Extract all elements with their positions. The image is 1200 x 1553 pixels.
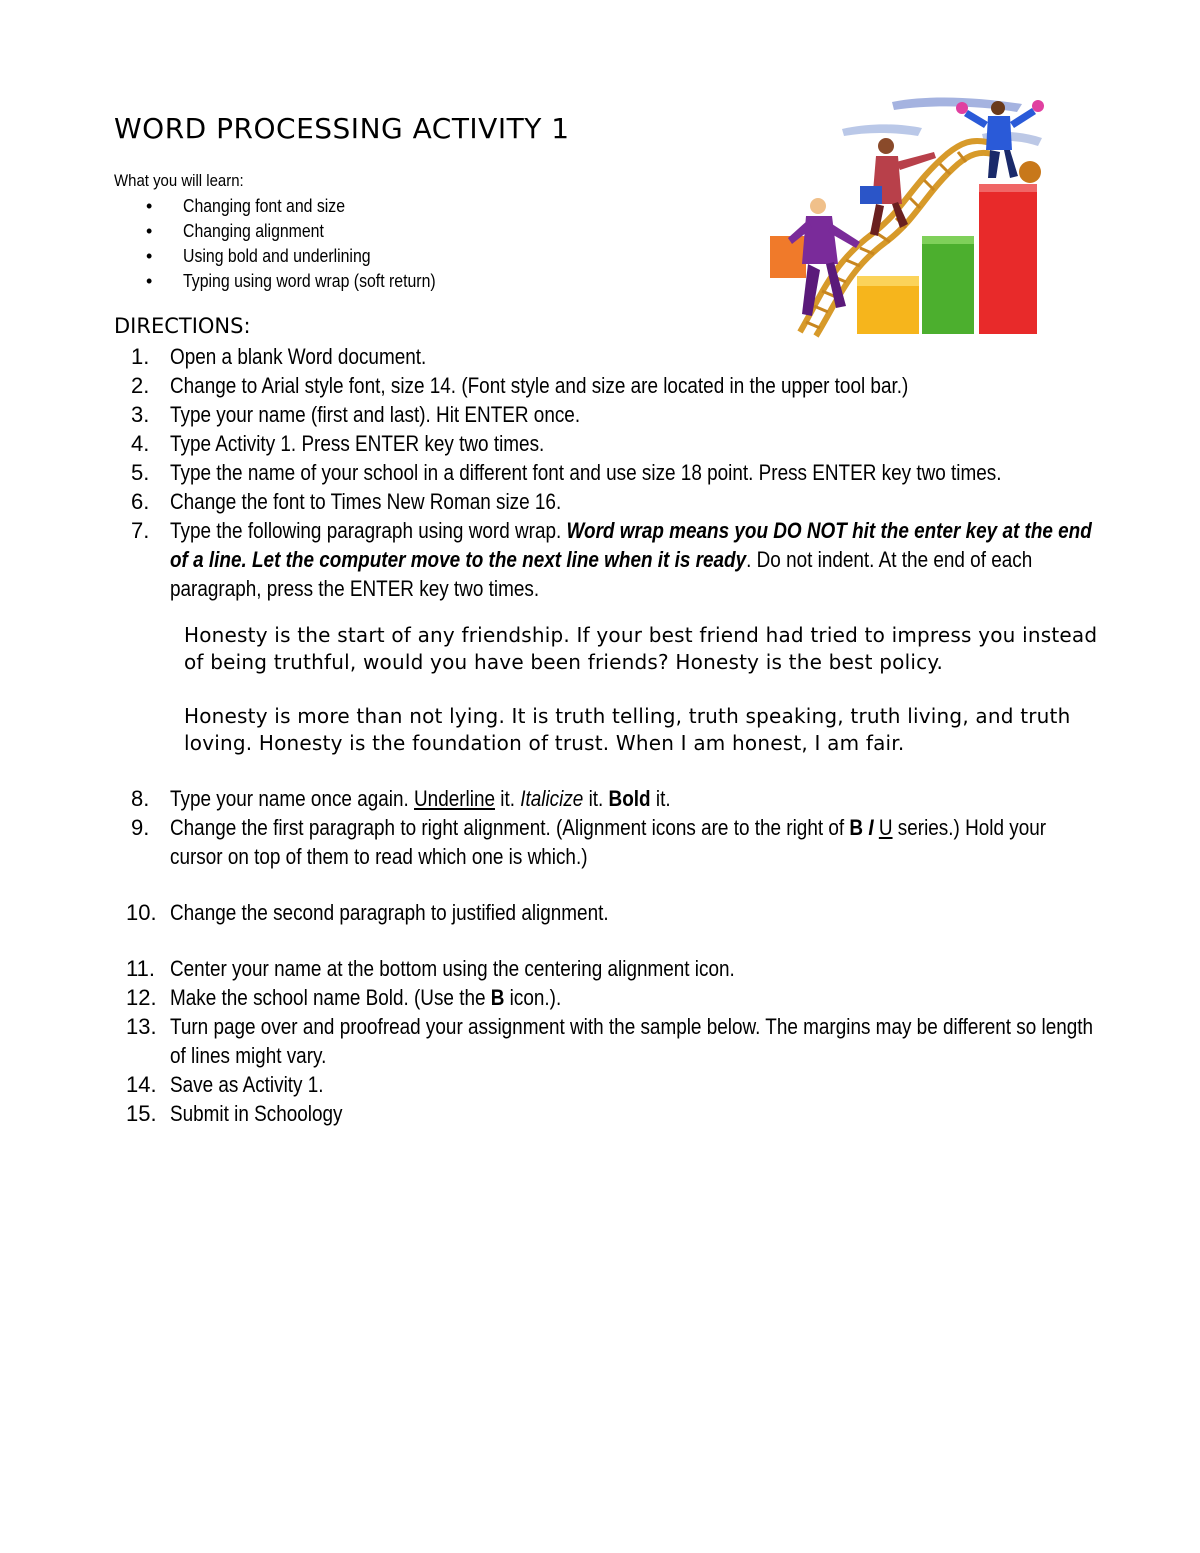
step-item: 3. Type your name (first and last). Hit ENTER once. [131,402,581,427]
honesty-paragraph-1: Honesty is the start of any friendship. If your best friend had tried to impress you instead of being truthful, would you have been friends? Honesty is the best policy. [184,623,1098,674]
step-item: 4. Type Activity 1. Press ENTER key two times. [131,431,545,456]
step-item: 10. Change the second paragraph to justified alignment. [126,900,609,925]
step-item: 7. Type the following paragraph using word wrap. Word wrap means you DO NOT hit the enter key at the end of a line. Let the computer move to the next line when it is ready. Do not indent. At the end of each paragraph, press the ENTER key two times. Honesty is the start of any friendship. If your best friend had tried to impress you instead of being truthful, would you have been friends? Honesty is the best policy. Honesty is more than not lying. It is truth telling, truth speaking, truth living, and truth loving. Honesty is the foundation of trust. When I am honest, I am fair. [114,516,1104,784]
list-item: • Using bold and underlining [146,244,470,269]
list-item: • Changing alignment [146,219,470,244]
step-item: 15. Submit in Schoology [126,1101,343,1126]
step-item: 6. Change the font to Times New Roman size 16. [131,489,562,514]
directions-heading: DIRECTIONS: [114,314,251,338]
learn-heading: What you will learn: [114,171,244,190]
step-item: 8. Type your name once again. Underline it. Italicize it. Bold it. [131,786,671,811]
climbing-bar-chart-illustration [762,94,1052,344]
step-item: 1. Open a blank Word document. [131,344,427,369]
learn-list [146,194,470,294]
step-item: 11. Center your name at the bottom using the centering alignment icon. [126,956,735,981]
list-item: • Typing using word wrap (soft return) [146,269,470,294]
step-item: 2. Change to Arial style font, size 14. (Font style and size are located in the upper tool bar.) [131,373,909,398]
step-item: 12. Make the school name Bold. (Use the B icon.). [126,985,562,1010]
step-item: 14. Save as Activity 1. [126,1072,324,1097]
step-item: 5. Type the name of your school in a different font and use size 18 point. Press ENTER key two times. [131,460,1002,485]
directions-list [114,342,1104,1128]
page-title: WORD PROCESSING ACTIVITY 1 [114,112,570,145]
list-item: • Changing font and size [146,194,470,219]
step-item: 9. Change the first paragraph to right alignment. (Alignment icons are to the right of B I U series.) Hold your cursor on top of them to read which one is which.) [131,815,1047,869]
honesty-paragraph-2: Honesty is more than not lying. It is truth telling, truth speaking, truth living, and truth loving. Honesty is the foundation of trust. When I am honest, I am fair. [184,704,1071,755]
step-item: 13. Turn page over and proofread your assignment with the sample below. The margins may be different so length of lines might vary. [126,1014,1094,1068]
